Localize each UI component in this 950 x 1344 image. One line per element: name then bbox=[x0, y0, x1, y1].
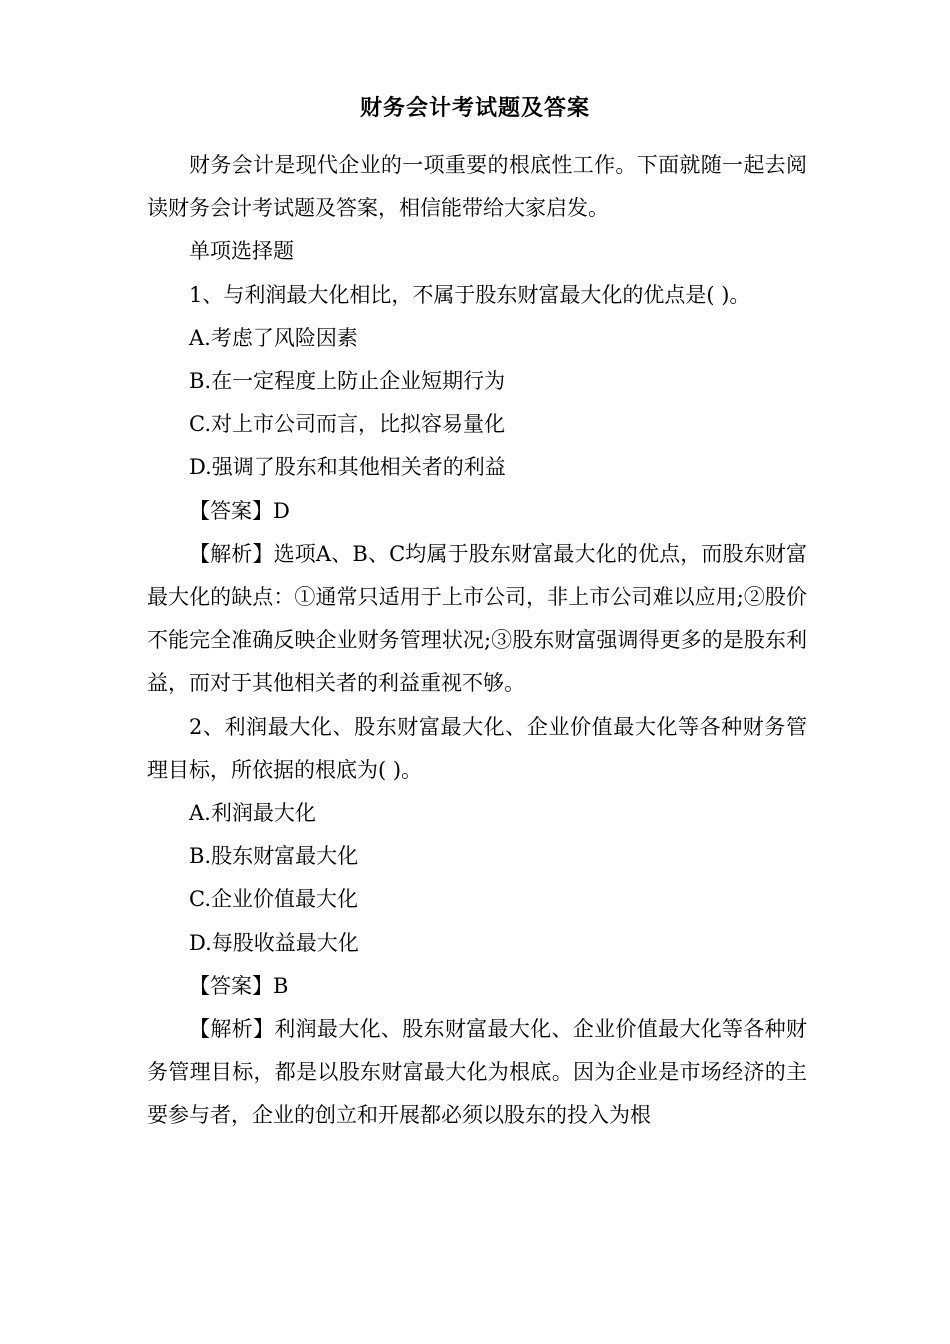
question-2-option-d: D.每股收益最大化 bbox=[189, 930, 359, 955]
question-1-answer: 【答案】D bbox=[189, 498, 290, 523]
question-2-explanation: 【解析】利润最大化、股东财富最大化、企业价值最大化等各种财务管理目标，都是以股东财富最大化为根底。因为企业是市场经济的主要参与者，企业的创立和开展都必须以股东的投入为根 bbox=[147, 1017, 807, 1128]
question-1-option-a: A.考虑了风险因素 bbox=[189, 325, 358, 350]
section-heading: 单项选择题 bbox=[189, 239, 294, 264]
question-1-option-c: C.对上市公司而言，比拟容易量化 bbox=[189, 412, 505, 437]
question-2-answer: 【答案】B bbox=[189, 973, 289, 998]
question-1-option-b: B.在一定程度上防止企业短期行为 bbox=[189, 369, 506, 394]
intro-paragraph: 财务会计是现代企业的一项重要的根底性工作。下面就随一起去阅读财务会计考试题及答案，相信能带给大家启发。 bbox=[147, 153, 807, 221]
question-1-option-d: D.强调了股东和其他相关者的利益 bbox=[189, 455, 506, 480]
question-2: 2、利润最大化、股东财富最大化、企业价值最大化等各种财务管理目标，所依据的根底为( )。 bbox=[147, 714, 807, 782]
question-2-option-b: B.股东财富最大化 bbox=[189, 844, 359, 869]
question-1-explanation: 【解析】选项A、B、C均属于股东财富最大化的优点，而股东财富最大化的缺点：①通常只适用于上市公司，非上市公司难以应用;②股价不能完全准确反映企业财务管理状况;③股东财富强调得更多的是股东利益，而对于其他相关者的利益重视不够。 bbox=[147, 541, 807, 696]
document-title: 财务会计考试题及答案 bbox=[359, 95, 590, 121]
question-1: 1、与利润最大化相比，不属于股东财富最大化的优点是( )。 bbox=[189, 282, 751, 307]
document-body bbox=[147, 144, 807, 1138]
question-2-option-c: C.企业价值最大化 bbox=[189, 887, 358, 912]
question-2-option-a: A.利润最大化 bbox=[189, 801, 316, 826]
